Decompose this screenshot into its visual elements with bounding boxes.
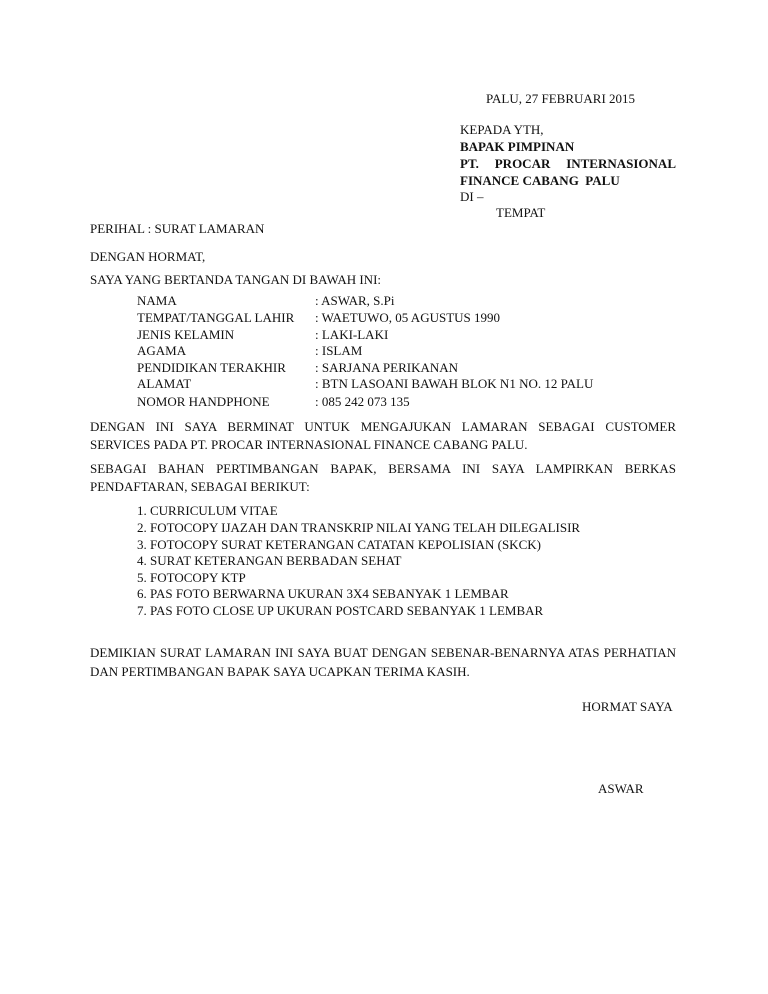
detail-value-phone: : 085 242 073 135 (315, 394, 410, 409)
attachment-item: 7. PAS FOTO CLOSE UP UKURAN POSTCARD SEBANYAK 1 LEMBAR (137, 603, 544, 618)
detail-value-name: : ASWAR, S.Pi (315, 293, 395, 308)
detail-label-name: NAMA (137, 293, 177, 308)
signoff: HORMAT SAYA (582, 699, 673, 714)
place-date: PALU, 27 FEBRUARI 2015 (486, 91, 636, 106)
salutation: DENGAN HORMAT, (90, 249, 206, 264)
attachment-item: 4. SURAT KETERANGAN BERBADAN SEHAT (137, 553, 402, 568)
recipient-branch: FINANCE CABANG PALU (460, 173, 620, 188)
recipient-title: BAPAK PIMPINAN (460, 139, 575, 154)
detail-label-birth: TEMPAT/TANGGAL LAHIR (137, 310, 295, 325)
attachment-item: 3. FOTOCOPY SURAT KETERANGAN CATATAN KEPOLISIAN (SKCK) (137, 537, 541, 552)
recipient-di: DI – (460, 189, 484, 204)
attachment-item: 6. PAS FOTO BERWARNA UKURAN 3X4 SEBANYAK 1 LEMBAR (137, 586, 509, 601)
subject-line: PERIHAL : SURAT LAMARAN (90, 221, 265, 236)
recipient-company: PT. PROCAR INTERNASIONAL (460, 156, 676, 171)
detail-label-phone: NOMOR HANDPHONE (137, 394, 270, 409)
detail-label-address: ALAMAT (137, 376, 192, 391)
paragraph-closing: DEMIKIAN SURAT LAMARAN INI SAYA BUAT DENGAN SEBENAR-BENARNYA ATAS PERHATIAN DAN PERTIMBANGAN BAPAK SAYA UCAPKAN TERIMA KASIH. (90, 645, 676, 679)
detail-value-religion: : ISLAM (315, 343, 363, 358)
detail-value-gender: : LAKI-LAKI (315, 327, 389, 342)
intro-line: SAYA YANG BERTANDA TANGAN DI BAWAH INI: (90, 272, 382, 287)
detail-label-gender: JENIS KELAMIN (137, 327, 235, 342)
paragraph-interest: DENGAN INI SAYA BERMINAT UNTUK MENGAJUKAN LAMARAN SEBAGAI CUSTOMER SERVICES PADA PT. PROCAR INTERNASIONAL FINANCE CABANG PALU. (90, 419, 676, 452)
attachment-item: 5. FOTOCOPY KTP (137, 570, 246, 585)
attachment-item: 2. FOTOCOPY IJAZAH DAN TRANSKRIP NILAI YANG TELAH DILEGALISIR (137, 520, 581, 535)
detail-value-education: : SARJANA PERIKANAN (315, 360, 459, 375)
detail-value-birth: : WAETUWO, 05 AGUSTUS 1990 (315, 310, 501, 325)
attachment-item: 1. CURRICULUM VITAE (137, 503, 278, 518)
detail-label-religion: AGAMA (137, 343, 187, 358)
detail-label-education: PENDIDIKAN TERAKHIR (137, 360, 286, 375)
recipient-greeting: KEPADA YTH, (460, 122, 544, 137)
recipient-place: TEMPAT (496, 205, 546, 220)
signature-name: ASWAR (598, 781, 644, 796)
detail-value-address: : BTN LASOANI BAWAH BLOK N1 NO. 12 PALU (315, 376, 594, 391)
paragraph-attachments-intro: SEBAGAI BAHAN PERTIMBANGAN BAPAK, BERSAMA INI SAYA LAMPIRKAN BERKAS PENDAFTARAN, SEBAGAI BERIKUT: (90, 461, 676, 494)
